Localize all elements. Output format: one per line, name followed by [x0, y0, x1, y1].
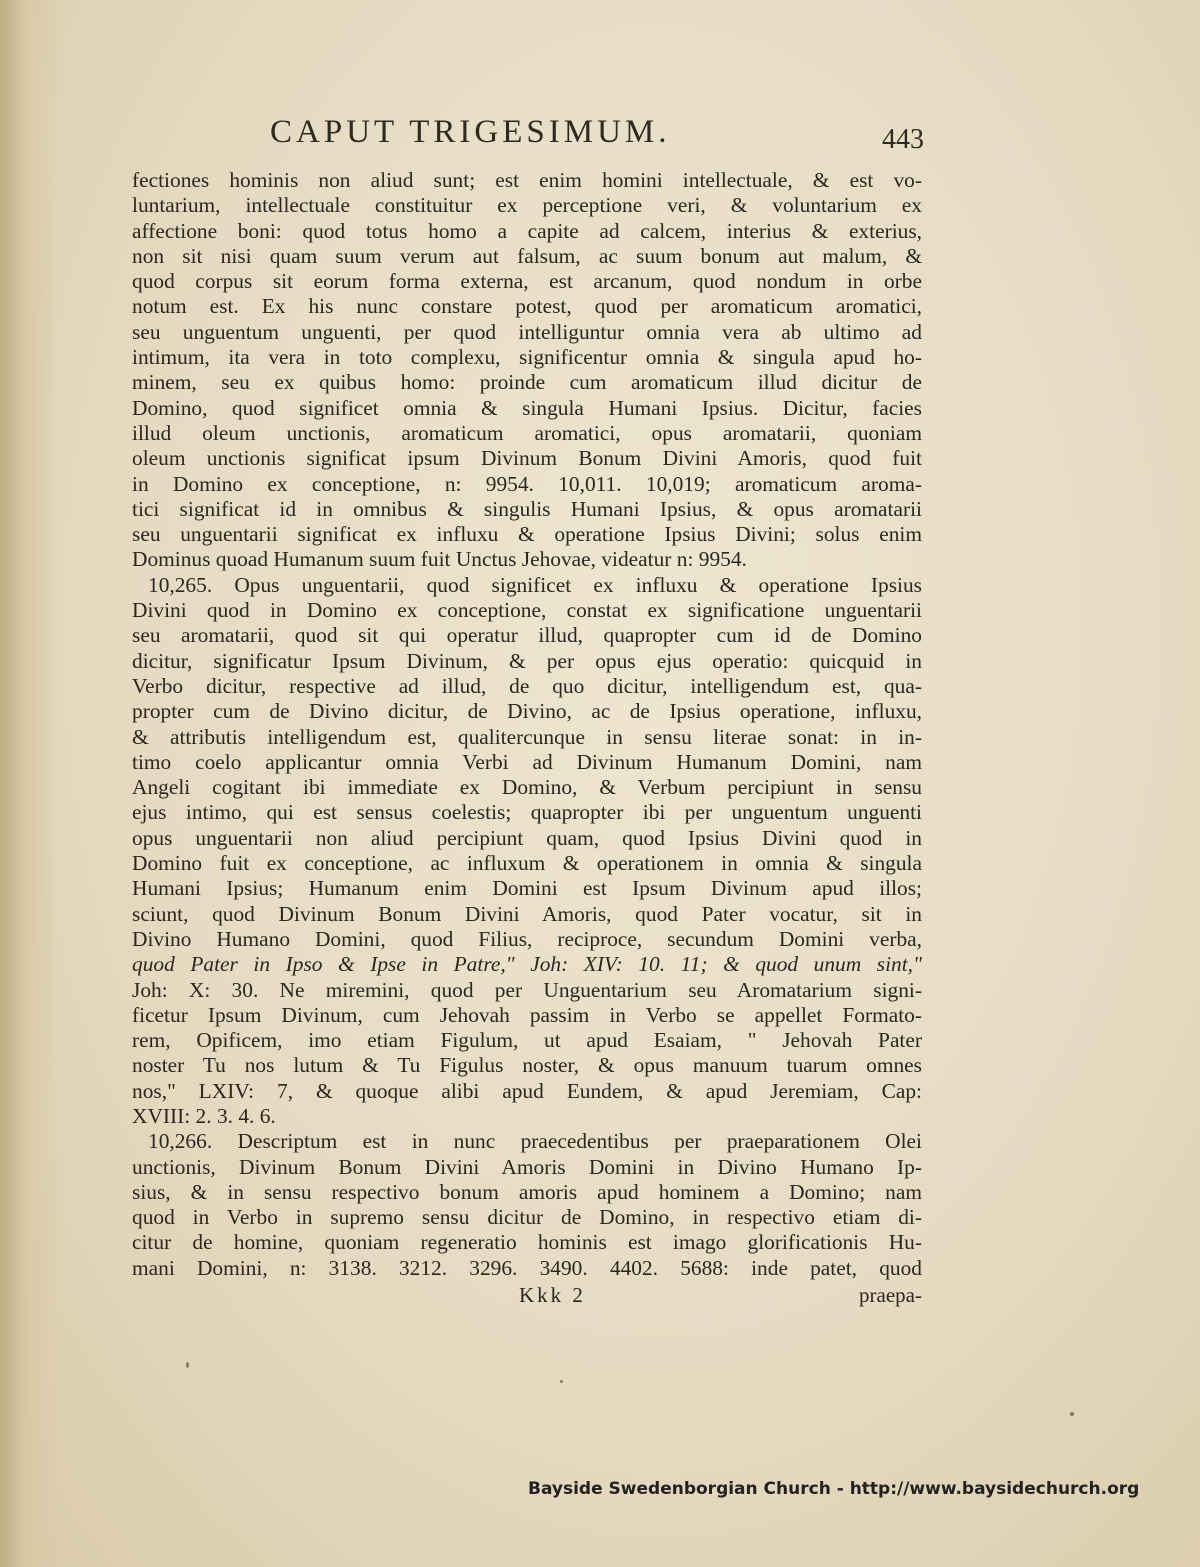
page-gutter-shadow	[0, 0, 60, 1567]
body-line: quod Pater in Ipso & Ipse in Patre," Joh: XIV: 10. 11; & quod unum sint,"	[132, 952, 922, 977]
body-line: seu unguentum unguenti, per quod intelliguntur omnia vera ab ultimo ad	[132, 319, 922, 344]
body-line: unctionis, Divinum Bonum Divini Amoris Domini in Divino Humano Ip-	[132, 1154, 922, 1179]
body-line: Divino Humano Domini, quod Filius, reciproce, secundum Domini verba,	[132, 926, 922, 951]
body-line: in Domino ex conceptione, n: 9954. 10,011. 10,019; aromaticum aroma-	[132, 471, 922, 496]
body-line: Divini quod in Domino ex conceptione, constat ex significatione unguentarii	[132, 598, 922, 623]
body-line: luntarium, intellectuale constituitur ex perceptione veri, & voluntarium ex	[132, 193, 922, 218]
body-line: citur de homine, quoniam regeneratio hominis est imago glorificationis Hu-	[132, 1230, 922, 1255]
paper-speck	[1070, 1412, 1074, 1416]
body-line: Angeli cogitant ibi immediate ex Domino, & Verbum percipiunt in sensu	[132, 775, 922, 800]
body-line: Domino fuit ex conceptione, ac influxum & operationem in omnia & singula	[132, 851, 922, 876]
body-line: nos," LXIV: 7, & quoque alibi apud Eundem, & apud Jeremiam, Cap:	[132, 1078, 922, 1103]
page-footer	[132, 1283, 922, 1313]
body-line: Domino, quod significet omnia & singula Humani Ipsius. Dicitur, facies	[132, 395, 922, 420]
body-line: Joh: X: 30. Ne miremini, quod per Unguentarium seu Aromatarium signi-	[132, 977, 922, 1002]
body-line: noster Tu nos lutum & Tu Figulus noster, & opus manuum tuarum omnes	[132, 1053, 922, 1078]
body-line: intimum, ita vera in toto complexu, significentur omnia & singula apud ho-	[132, 345, 922, 370]
body-line: rem, Opificem, imo etiam Figulum, ut apud Esaiam, " Jehovah Pater	[132, 1028, 922, 1053]
body-line: minem, seu ex quibus homo: proinde cum aromaticum illud dicitur de	[132, 370, 922, 395]
body-line: mani Domini, n: 3138. 3212. 3296. 3490. 4402. 5688: inde patet, quod	[132, 1255, 922, 1280]
page-number: 443	[882, 124, 924, 155]
body-line: XVIII: 2. 3. 4. 6.	[132, 1103, 276, 1128]
body-line: & attributis intelligendum est, qualitercunque in sensu literae sonat: in in-	[132, 724, 922, 749]
body-line: ejus intimo, qui est sensus coelestis; quapropter ibi per unguentum unguenti	[132, 800, 922, 825]
body-line: ficetur Ipsum Divinum, cum Jehovah passim in Verbo se appellet Formato-	[132, 1002, 922, 1027]
running-head: CAPUT TRIGESIMUM.	[270, 114, 671, 150]
body-line: affectione boni: quod totus homo a capite ad calcem, interius & exterius,	[132, 218, 922, 243]
body-text	[132, 168, 922, 1281]
body-line: timo coelo applicantur omnia Verbi ad Divinum Humanum Domini, nam	[132, 749, 922, 774]
body-line: dicitur, significatur Ipsum Divinum, & per opus ejus operatio: quicquid in	[132, 648, 922, 673]
paper-speck	[560, 1380, 563, 1383]
body-line: Humani Ipsius; Humanum enim Domini est Ipsum Divinum apud illos;	[132, 876, 922, 901]
body-line: opus unguentarii non aliud percipiunt quam, quod Ipsius Divini quod in	[132, 825, 922, 850]
body-line: seu unguentarii significat ex influxu & operatione Ipsius Divini; solus enim	[132, 522, 922, 547]
paragraph-start: 10,266. Descriptum est in nunc praecedentibus per praeparationem Olei	[148, 1129, 922, 1154]
body-line: Dominus quoad Humanum suum fuit Unctus Jehovae, videatur n: 9954.	[132, 547, 747, 572]
body-line: quod in Verbo in supremo sensu dicitur de Domino, in respectivo etiam di-	[132, 1205, 922, 1230]
body-line: fectiones hominis non aliud sunt; est enim homini intellectuale, & est vo-	[132, 168, 922, 192]
body-line: non sit nisi quam suum verum aut falsum, ac suum bonum aut malum, &	[132, 243, 922, 268]
catchword: praepa-	[859, 1283, 922, 1308]
body-line: oleum unctionis significat ipsum Divinum Bonum Divini Amoris, quod fuit	[132, 446, 922, 471]
body-line: notum est. Ex his nunc constare potest, quod per aromaticum aromatici,	[132, 294, 922, 319]
body-line: illud oleum unctionis, aromaticum aromatici, opus aromatarii, quoniam	[132, 420, 922, 445]
body-line: sciunt, quod Divinum Bonum Divini Amoris, quod Pater vocatur, sit in	[132, 901, 922, 926]
body-line: tici significat id in omnibus & singulis Humani Ipsius, & opus aromatarii	[132, 496, 922, 521]
page-header	[132, 108, 922, 168]
body-line: seu aromatarii, quod sit qui operatur illud, quapropter cum id de Domino	[132, 623, 922, 648]
paper-speck	[186, 1362, 189, 1368]
signature-mark: Kkk 2	[519, 1283, 586, 1308]
body-line: quod corpus sit eorum forma externa, est arcanum, quod nondum in orbe	[132, 269, 922, 294]
watermark-credit: Bayside Swedenborgian Church - http://www.baysidechurch.org	[528, 1479, 1140, 1499]
text-block	[132, 108, 922, 1313]
paragraph-start: 10,265. Opus unguentarii, quod significet ex influxu & operatione Ipsius	[148, 572, 922, 597]
body-line: Verbo dicitur, respective ad illud, de quo dicitur, intelligendum est, qua-	[132, 673, 922, 698]
body-line: sius, & in sensu respectivo bonum amoris apud hominem a Domino; nam	[132, 1179, 922, 1204]
body-line: propter cum de Divino dicitur, de Divino, ac de Ipsius operatione, influxu,	[132, 699, 922, 724]
